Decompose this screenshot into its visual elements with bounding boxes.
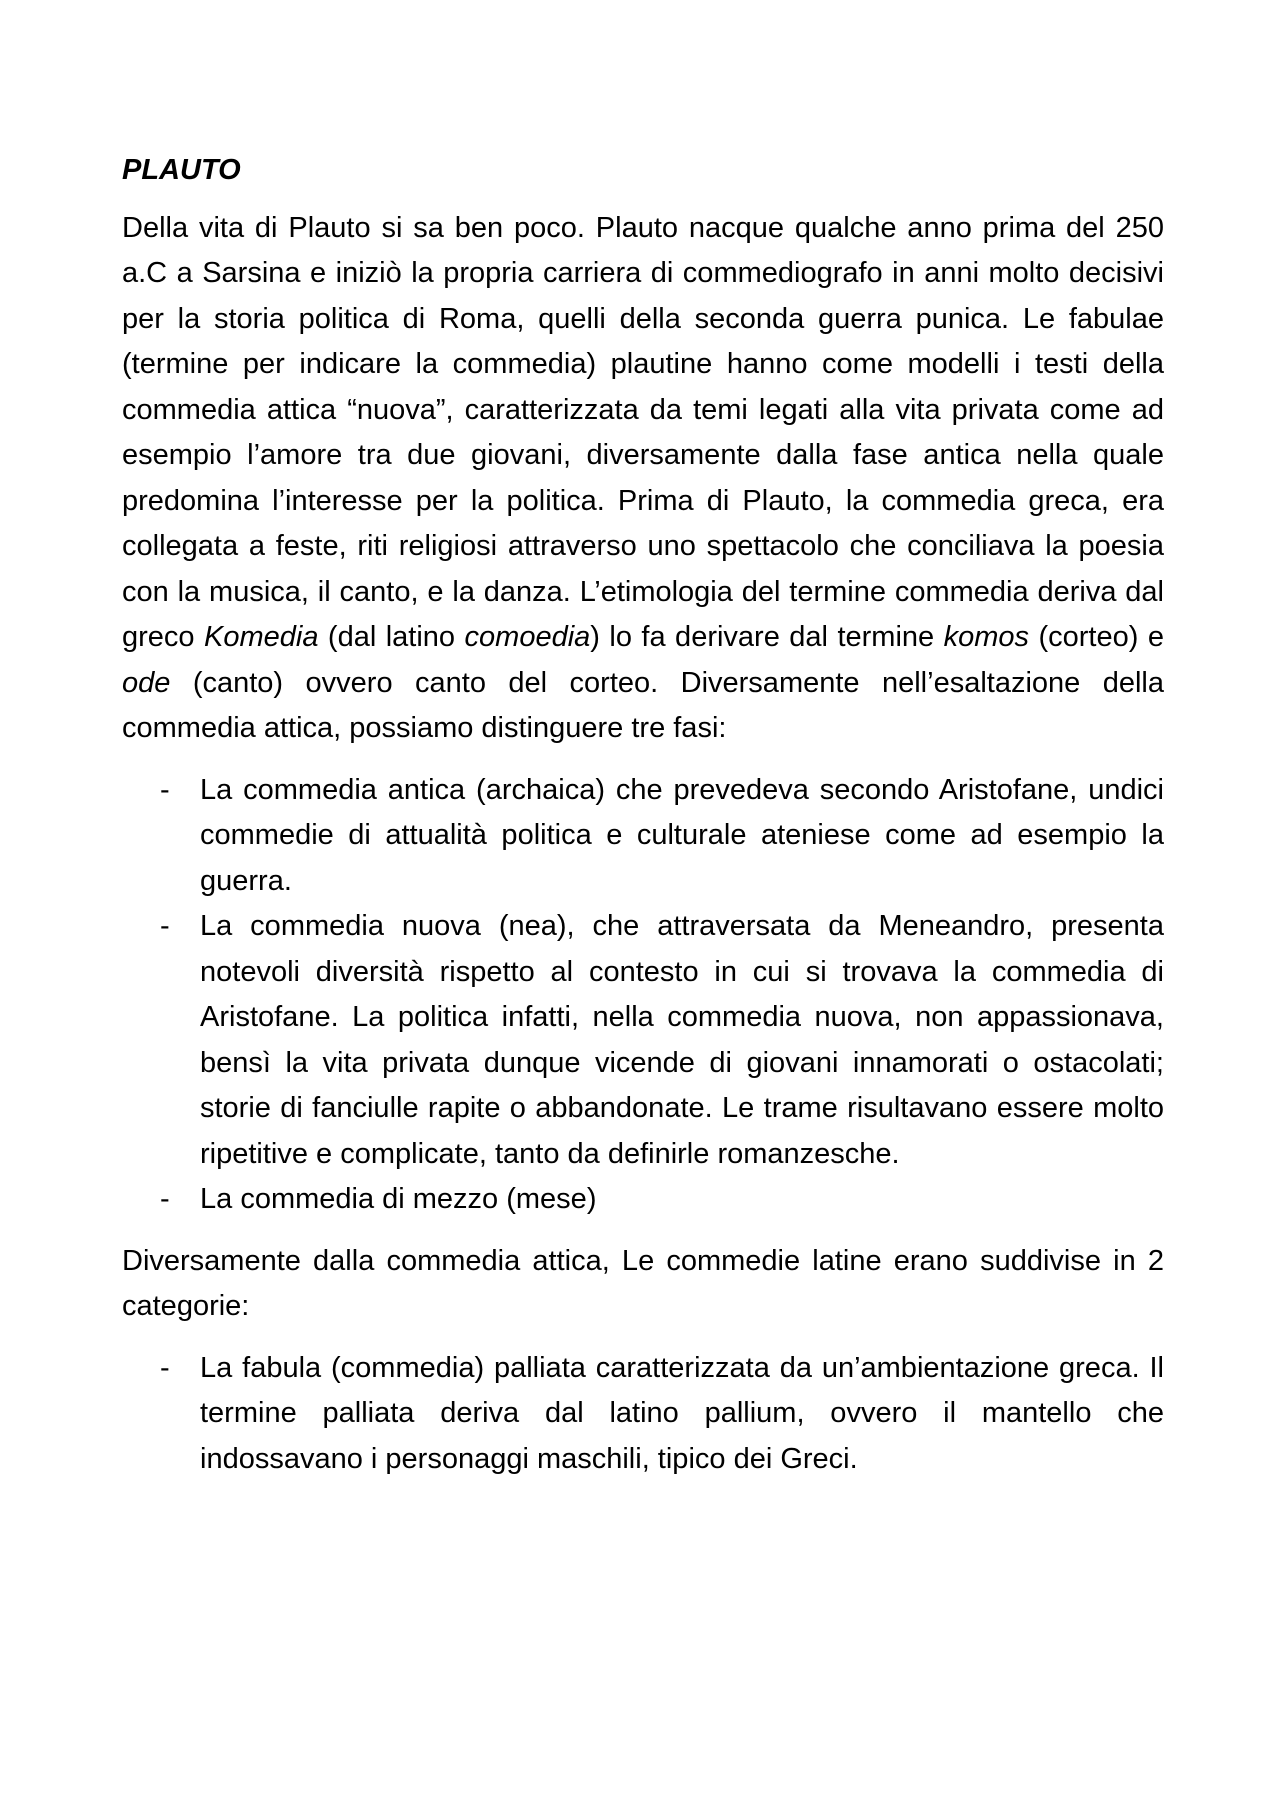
intro-text: Della vita di Plauto si sa ben poco. Plauto nacque qualche anno prima del 250 a.C a Sarsina e iniziò la propria carriera di commediografo in anni molto decisivi per la storia politica di Roma, quelli della seconda guerra punica. Le fabulae (termine per indicare la commedia) plautine hanno come modelli i testi della commedia attica “nuova”, caratterizzata da temi legati alla vita privata come ad esempio l’amore tra due giovani, diversamente dalla fase antica nella quale predomina l’interesse per la politica. Prima di Plauto, la commedia greca, era collegata a feste, riti religiosi attraverso uno spettacolo che conciliava la poesia con la musica, il canto, e la danza. L’etimologia del termine commedia deriva dal greco bbox=[122, 211, 1164, 653]
intro-paragraph bbox=[122, 206, 1164, 752]
term-komedia: Komedia bbox=[204, 621, 319, 653]
document-page bbox=[122, 148, 1164, 1498]
list-item bbox=[122, 904, 1164, 1177]
intro-text: (corteo) e bbox=[1029, 621, 1164, 653]
categories-paragraph: Diversamente dalla commedia attica, Le commedie latine erano suddivise in 2 categorie: bbox=[122, 1244, 1164, 1322]
list-bullet: - bbox=[160, 773, 170, 806]
document-title: PLAUTO bbox=[122, 154, 241, 186]
list-item bbox=[122, 768, 1164, 905]
term-komos: komos bbox=[943, 621, 1030, 653]
term-ode: ode bbox=[122, 666, 171, 699]
intro-text: ) lo fa derivare dal termine bbox=[590, 621, 944, 653]
phases-list bbox=[122, 768, 1164, 1223]
list-item-text: La commedia nuova (nea), che attraversata da Meneandro, presenta notevoli diversità rispetto al contesto in cui si trovava la commedia di Aristofane. La politica infatti, nella commedia nuova, non appassionava, bensì la vita privata dunque vicende di giovani innamorati o ostacolati; storie di fanciulle rapite o abbandonate. Le trame risultavano essere molto ripetitive e complicate, tanto da definirle romanzesche. bbox=[200, 910, 1164, 1170]
list-item bbox=[122, 1346, 1164, 1483]
intro-text: (canto) ovvero canto del corteo. Diversamente nell’esaltazione della commedia attica, possiamo distinguere tre fasi: bbox=[122, 666, 1164, 744]
list-bullet: - bbox=[160, 1183, 170, 1215]
categories-list bbox=[122, 1346, 1164, 1483]
list-bullet: - bbox=[160, 1351, 170, 1384]
list-item bbox=[122, 1177, 1164, 1223]
list-item-text: La commedia antica (archaica) che prevedeva secondo Aristofane, undici commedie di attualità politica e culturale ateniese come ad esempio la guerra. bbox=[200, 773, 1164, 897]
list-item-text: La fabula (commedia) palliata caratterizzata da un’ambientazione greca. Il termine palliata deriva dal latino pallium, ovvero il mantello che indossavano i personaggi maschili, tipico dei Greci. bbox=[200, 1351, 1164, 1475]
intro-text: (dal latino bbox=[318, 621, 465, 653]
list-item-text: La commedia di mezzo (mese) bbox=[200, 1183, 597, 1215]
list-bullet: - bbox=[160, 910, 170, 942]
term-comoedia: comoedia bbox=[464, 621, 591, 653]
